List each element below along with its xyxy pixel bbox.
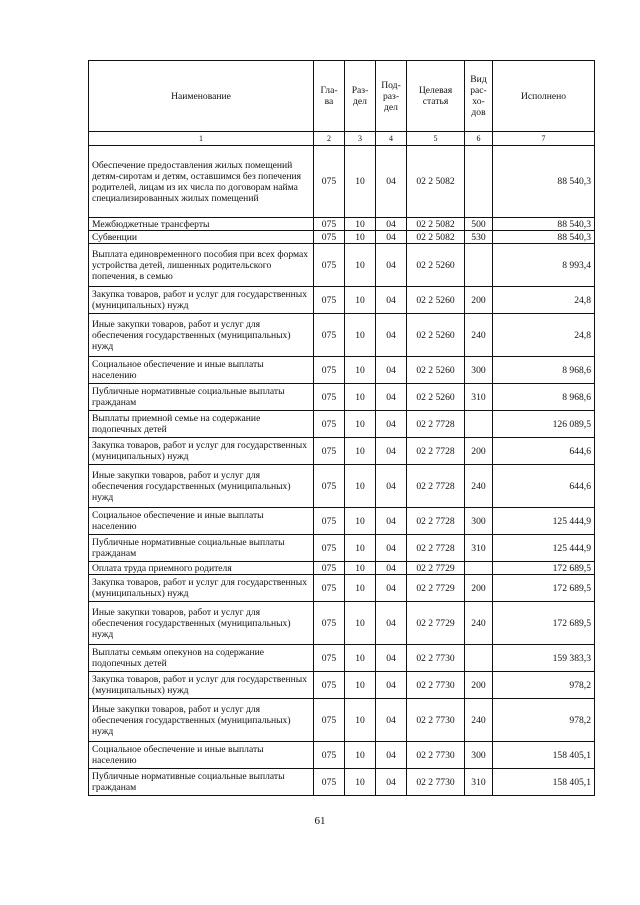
cell-vid-rashodov: 310 xyxy=(465,535,493,562)
cell-ispolneno: 88 540,3 xyxy=(493,231,595,244)
cell-razdel: 10 xyxy=(345,146,376,218)
cell-name: Иные закупки товаров, работ и услуг для обеспечения государственных (муниципальных) нужд xyxy=(89,602,314,645)
cell-glava: 075 xyxy=(314,411,345,438)
cell-name: Социальное обеспечение и иные выплаты населению xyxy=(89,742,314,769)
cell-glava: 075 xyxy=(314,575,345,602)
table-row xyxy=(89,465,595,508)
cell-ispolneno: 172 689,5 xyxy=(493,602,595,645)
cell-podrazdel: 04 xyxy=(376,287,407,314)
table-row xyxy=(89,508,595,535)
table-row xyxy=(89,699,595,742)
cell-ispolneno: 8 968,6 xyxy=(493,384,595,411)
column-number: 2 xyxy=(314,132,345,146)
cell-vid-rashodov: 200 xyxy=(465,287,493,314)
cell-vid-rashodov xyxy=(465,645,493,672)
cell-razdel: 10 xyxy=(345,357,376,384)
cell-ispolneno: 978,2 xyxy=(493,699,595,742)
cell-ispolneno: 24,8 xyxy=(493,314,595,357)
cell-celevaya-statya: 02 2 7730 xyxy=(407,672,465,699)
cell-vid-rashodov: 200 xyxy=(465,438,493,465)
cell-celevaya-statya: 02 2 5260 xyxy=(407,287,465,314)
cell-podrazdel: 04 xyxy=(376,465,407,508)
cell-glava: 075 xyxy=(314,699,345,742)
header-razdel: Раз- дел xyxy=(345,61,376,132)
table-row xyxy=(89,535,595,562)
column-number: 5 xyxy=(407,132,465,146)
cell-ispolneno: 644,6 xyxy=(493,438,595,465)
cell-razdel: 10 xyxy=(345,645,376,672)
cell-glava: 075 xyxy=(314,244,345,287)
cell-podrazdel: 04 xyxy=(376,535,407,562)
cell-vid-rashodov: 310 xyxy=(465,384,493,411)
cell-podrazdel: 04 xyxy=(376,231,407,244)
cell-celevaya-statya: 02 2 7729 xyxy=(407,602,465,645)
cell-vid-rashodov xyxy=(465,146,493,218)
column-number-row xyxy=(89,132,595,146)
cell-celevaya-statya: 02 2 7730 xyxy=(407,645,465,672)
cell-razdel: 10 xyxy=(345,602,376,645)
table-row xyxy=(89,146,595,218)
cell-celevaya-statya: 02 2 5082 xyxy=(407,146,465,218)
cell-glava: 075 xyxy=(314,231,345,244)
cell-razdel: 10 xyxy=(345,314,376,357)
cell-vid-rashodov: 500 xyxy=(465,218,493,231)
table-body xyxy=(89,146,595,796)
header-celevaya-statya: Целевая статья xyxy=(407,61,465,132)
cell-celevaya-statya: 02 2 7728 xyxy=(407,535,465,562)
cell-ispolneno: 125 444,9 xyxy=(493,535,595,562)
cell-podrazdel: 04 xyxy=(376,438,407,465)
cell-podrazdel: 04 xyxy=(376,699,407,742)
header-name: Наименование xyxy=(89,61,314,132)
cell-podrazdel: 04 xyxy=(376,562,407,575)
cell-podrazdel: 04 xyxy=(376,508,407,535)
cell-name: Межбюджетные трансферты xyxy=(89,218,314,231)
cell-glava: 075 xyxy=(314,357,345,384)
cell-razdel: 10 xyxy=(345,535,376,562)
cell-vid-rashodov: 310 xyxy=(465,769,493,796)
cell-name: Публичные нормативные социальные выплаты гражданам xyxy=(89,384,314,411)
cell-vid-rashodov: 200 xyxy=(465,672,493,699)
cell-name: Выплаты приемной семье на содержание подопечных детей xyxy=(89,411,314,438)
cell-podrazdel: 04 xyxy=(376,314,407,357)
cell-razdel: 10 xyxy=(345,287,376,314)
table-row xyxy=(89,562,595,575)
table-row xyxy=(89,218,595,231)
cell-razdel: 10 xyxy=(345,508,376,535)
table-row xyxy=(89,287,595,314)
cell-celevaya-statya: 02 2 7728 xyxy=(407,438,465,465)
cell-ispolneno: 8 993,4 xyxy=(493,244,595,287)
cell-podrazdel: 04 xyxy=(376,357,407,384)
cell-podrazdel: 04 xyxy=(376,411,407,438)
table-row xyxy=(89,575,595,602)
cell-celevaya-statya: 02 2 7728 xyxy=(407,411,465,438)
cell-name: Социальное обеспечение и иные выплаты населению xyxy=(89,508,314,535)
budget-table xyxy=(88,60,595,796)
cell-glava: 075 xyxy=(314,535,345,562)
table-row xyxy=(89,314,595,357)
cell-glava: 075 xyxy=(314,742,345,769)
table-row xyxy=(89,602,595,645)
cell-vid-rashodov: 300 xyxy=(465,742,493,769)
table-row xyxy=(89,769,595,796)
cell-glava: 075 xyxy=(314,602,345,645)
cell-podrazdel: 04 xyxy=(376,645,407,672)
cell-razdel: 10 xyxy=(345,384,376,411)
cell-razdel: 10 xyxy=(345,742,376,769)
cell-glava: 075 xyxy=(314,438,345,465)
cell-ispolneno: 8 968,6 xyxy=(493,357,595,384)
cell-glava: 075 xyxy=(314,562,345,575)
cell-vid-rashodov: 200 xyxy=(465,575,493,602)
cell-glava: 075 xyxy=(314,672,345,699)
cell-name: Закупка товаров, работ и услуг для государственных (муниципальных) нужд xyxy=(89,672,314,699)
table-row xyxy=(89,357,595,384)
cell-ispolneno: 88 540,3 xyxy=(493,218,595,231)
cell-ispolneno: 125 444,9 xyxy=(493,508,595,535)
cell-razdel: 10 xyxy=(345,438,376,465)
cell-glava: 075 xyxy=(314,508,345,535)
cell-ispolneno: 126 089,5 xyxy=(493,411,595,438)
table-row xyxy=(89,244,595,287)
cell-celevaya-statya: 02 2 5260 xyxy=(407,357,465,384)
cell-razdel: 10 xyxy=(345,231,376,244)
column-number: 3 xyxy=(345,132,376,146)
cell-vid-rashodov: 300 xyxy=(465,508,493,535)
cell-celevaya-statya: 02 2 5260 xyxy=(407,384,465,411)
cell-razdel: 10 xyxy=(345,575,376,602)
page-number: 61 xyxy=(314,815,326,827)
cell-name: Публичные нормативные социальные выплаты гражданам xyxy=(89,535,314,562)
column-number: 4 xyxy=(376,132,407,146)
table-row xyxy=(89,384,595,411)
cell-name: Выплаты семьям опекунов на содержание подопечных детей xyxy=(89,645,314,672)
cell-name: Выплата единовременного пособия при всех формах устройства детей, лишенных родительского попечения, в семью xyxy=(89,244,314,287)
cell-name: Публичные нормативные социальные выплаты гражданам xyxy=(89,769,314,796)
cell-razdel: 10 xyxy=(345,562,376,575)
table-row xyxy=(89,742,595,769)
cell-celevaya-statya: 02 2 5082 xyxy=(407,231,465,244)
cell-razdel: 10 xyxy=(345,769,376,796)
cell-name: Иные закупки товаров, работ и услуг для обеспечения государственных (муниципальных) нужд xyxy=(89,699,314,742)
cell-podrazdel: 04 xyxy=(376,672,407,699)
cell-razdel: 10 xyxy=(345,244,376,287)
cell-podrazdel: 04 xyxy=(376,602,407,645)
cell-vid-rashodov xyxy=(465,244,493,287)
cell-name: Закупка товаров, работ и услуг для государственных (муниципальных) нужд xyxy=(89,287,314,314)
cell-vid-rashodov: 530 xyxy=(465,231,493,244)
header-glava: Гла- ва xyxy=(314,61,345,132)
cell-celevaya-statya: 02 2 5260 xyxy=(407,244,465,287)
cell-vid-rashodov: 240 xyxy=(465,602,493,645)
table-row xyxy=(89,645,595,672)
cell-ispolneno: 158 405,1 xyxy=(493,769,595,796)
cell-ispolneno: 172 689,5 xyxy=(493,562,595,575)
header-podrazdel: Под- раз- дел xyxy=(376,61,407,132)
cell-podrazdel: 04 xyxy=(376,384,407,411)
cell-vid-rashodov: 300 xyxy=(465,357,493,384)
cell-glava: 075 xyxy=(314,769,345,796)
cell-celevaya-statya: 02 2 7729 xyxy=(407,575,465,602)
table-row xyxy=(89,438,595,465)
cell-name: Иные закупки товаров, работ и услуг для обеспечения государственных (муниципальных) нужд xyxy=(89,314,314,357)
cell-podrazdel: 04 xyxy=(376,218,407,231)
cell-ispolneno: 159 383,3 xyxy=(493,645,595,672)
cell-razdel: 10 xyxy=(345,411,376,438)
cell-razdel: 10 xyxy=(345,672,376,699)
cell-celevaya-statya: 02 2 7730 xyxy=(407,769,465,796)
column-number: 1 xyxy=(89,132,314,146)
cell-vid-rashodov: 240 xyxy=(465,699,493,742)
cell-podrazdel: 04 xyxy=(376,244,407,287)
header-ispolneno: Исполнено xyxy=(493,61,595,132)
table-header-row xyxy=(89,61,595,132)
cell-podrazdel: 04 xyxy=(376,742,407,769)
cell-vid-rashodov: 240 xyxy=(465,314,493,357)
cell-celevaya-statya: 02 2 7728 xyxy=(407,465,465,508)
cell-glava: 075 xyxy=(314,384,345,411)
cell-celevaya-statya: 02 2 7728 xyxy=(407,508,465,535)
cell-name: Обеспечение предоставления жилых помещений детям-сиротам и детям, оставшимся без попечения родителей, лицам из их числа по договорам найма специализированных жилых помещений xyxy=(89,146,314,218)
cell-name: Иные закупки товаров, работ и услуг для обеспечения государственных (муниципальных) нужд xyxy=(89,465,314,508)
cell-celevaya-statya: 02 2 7730 xyxy=(407,742,465,769)
cell-razdel: 10 xyxy=(345,218,376,231)
cell-ispolneno: 158 405,1 xyxy=(493,742,595,769)
table-row xyxy=(89,231,595,244)
cell-razdel: 10 xyxy=(345,699,376,742)
cell-ispolneno: 644,6 xyxy=(493,465,595,508)
cell-vid-rashodov xyxy=(465,411,493,438)
cell-glava: 075 xyxy=(314,287,345,314)
cell-glava: 075 xyxy=(314,645,345,672)
cell-name: Закупка товаров, работ и услуг для государственных (муниципальных) нужд xyxy=(89,438,314,465)
cell-glava: 075 xyxy=(314,218,345,231)
header-vid-rashodov: Вид рас- хо- дов xyxy=(465,61,493,132)
cell-ispolneno: 978,2 xyxy=(493,672,595,699)
table-row xyxy=(89,411,595,438)
cell-ispolneno: 172 689,5 xyxy=(493,575,595,602)
cell-glava: 075 xyxy=(314,146,345,218)
cell-name: Оплата труда приемного родителя xyxy=(89,562,314,575)
cell-name: Субвенции xyxy=(89,231,314,244)
cell-celevaya-statya: 02 2 5260 xyxy=(407,314,465,357)
cell-celevaya-statya: 02 2 7729 xyxy=(407,562,465,575)
cell-vid-rashodov: 240 xyxy=(465,465,493,508)
cell-name: Закупка товаров, работ и услуг для государственных (муниципальных) нужд xyxy=(89,575,314,602)
cell-celevaya-statya: 02 2 7730 xyxy=(407,699,465,742)
cell-celevaya-statya: 02 2 5082 xyxy=(407,218,465,231)
cell-podrazdel: 04 xyxy=(376,575,407,602)
column-number: 7 xyxy=(493,132,595,146)
cell-ispolneno: 88 540,3 xyxy=(493,146,595,218)
cell-vid-rashodov xyxy=(465,562,493,575)
cell-podrazdel: 04 xyxy=(376,769,407,796)
cell-name: Социальное обеспечение и иные выплаты населению xyxy=(89,357,314,384)
cell-podrazdel: 04 xyxy=(376,146,407,218)
cell-glava: 075 xyxy=(314,465,345,508)
table-row xyxy=(89,672,595,699)
cell-ispolneno: 24,8 xyxy=(493,287,595,314)
column-number: 6 xyxy=(465,132,493,146)
cell-razdel: 10 xyxy=(345,465,376,508)
cell-glava: 075 xyxy=(314,314,345,357)
